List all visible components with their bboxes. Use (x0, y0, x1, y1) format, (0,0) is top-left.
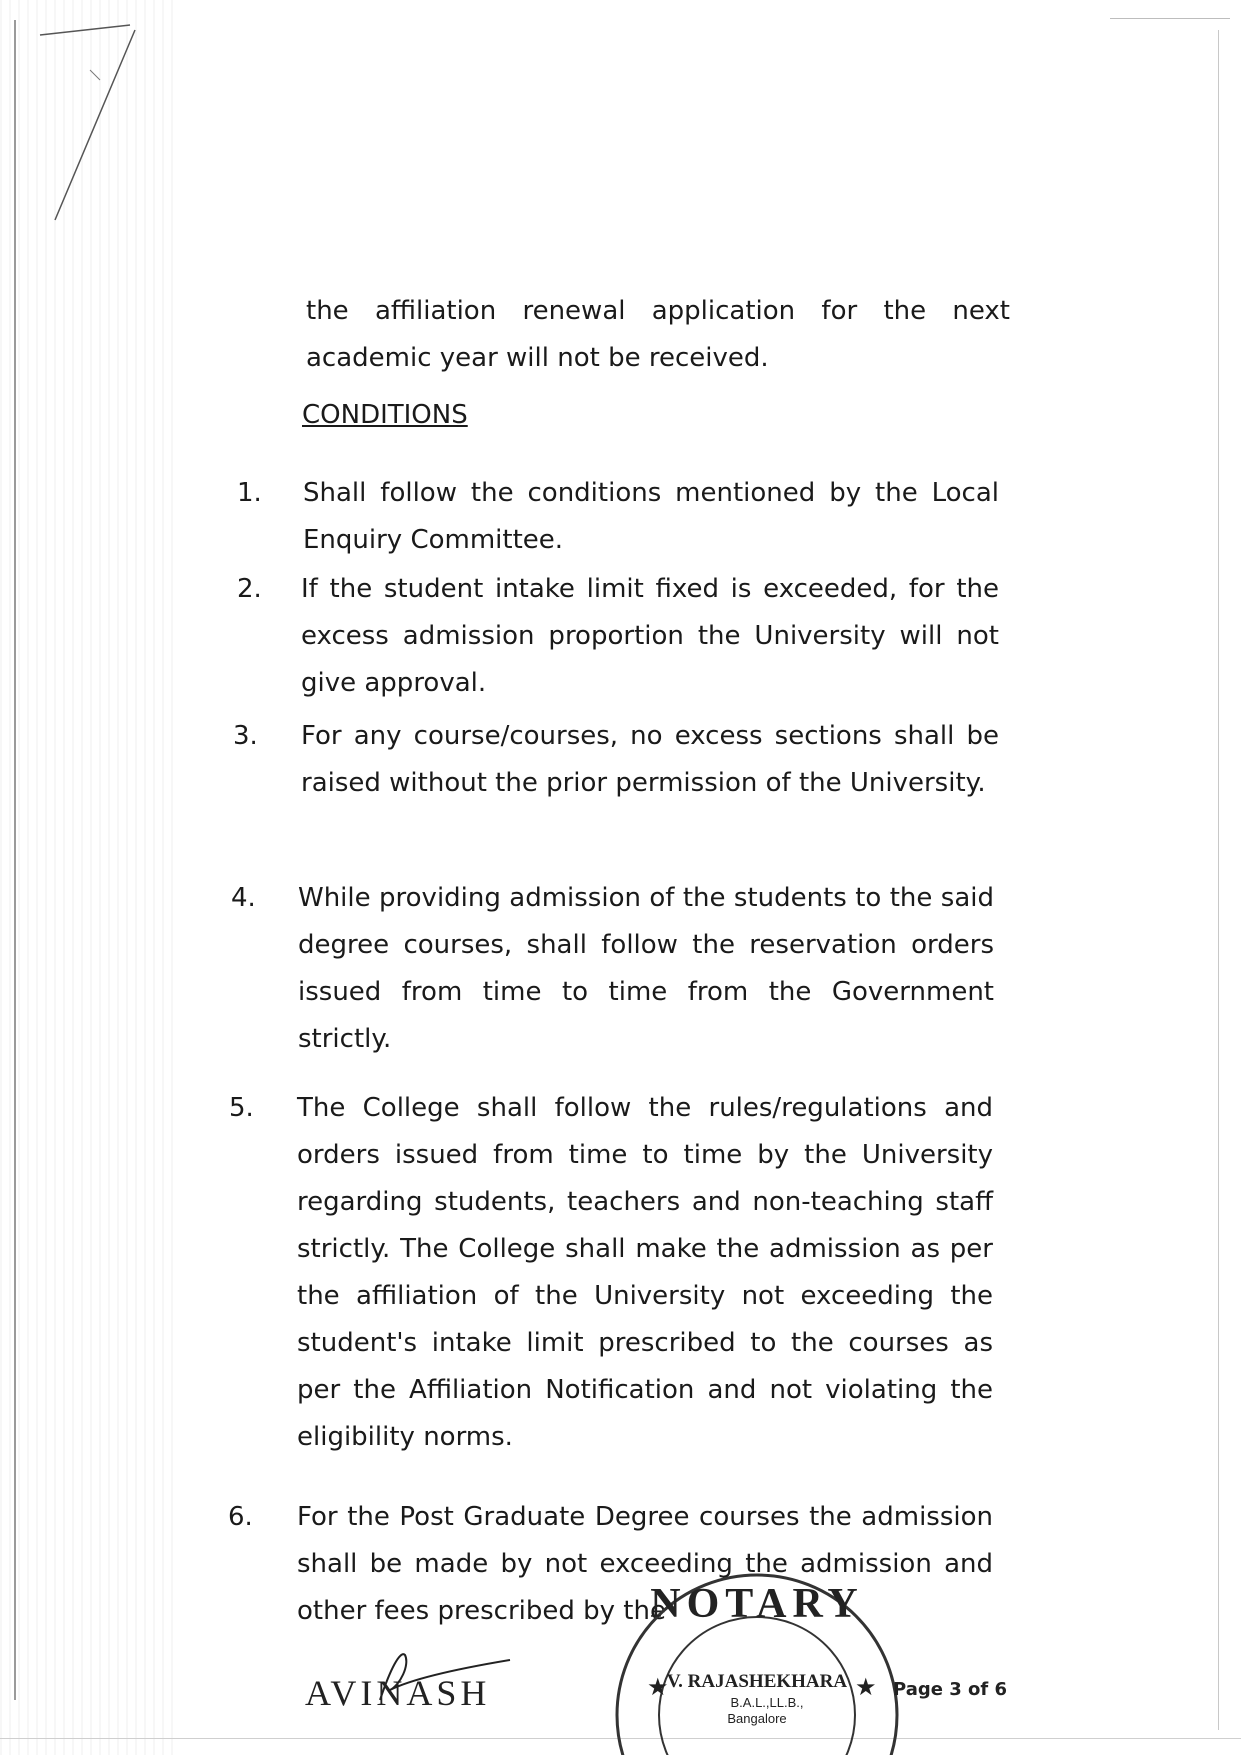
stamp-degree: B.A.L.,LL.B., (730, 1695, 804, 1710)
notary-stamp (612, 1555, 902, 1755)
scan-left-edge-line (14, 20, 16, 1700)
stamp-top-text: NOTARY (650, 1581, 864, 1627)
condition-item: For the Post Graduate Degree courses the admission shall be made by not exceeding the admission and other fees prescribed by the (297, 1502, 993, 1626)
condition-item: If the student intake limit fixed is exceeded, for the excess admission proportion the University will not give approval. (301, 574, 999, 698)
scan-edge-texture (0, 0, 180, 1755)
page-number: Page 3 of 6 (893, 1679, 1007, 1700)
condition-number: 2. (237, 574, 262, 604)
stamp-star-icon: ★ (647, 1673, 669, 1701)
intro-paragraph: the affiliation renewal application for the next academic year will not be received. (306, 296, 1010, 373)
condition-item: For any course/courses, no excess sections shall be raised without the prior permission of the University. (301, 721, 999, 798)
condition-number: 4. (231, 883, 256, 913)
condition-item: The College shall follow the rules/regulations and orders issued from time to time by the University regarding students, teachers and non-teaching staff strictly. The College shall make the admission as per the affiliation of the University not exceeding the student's intake limit prescribed to the courses as per the Affiliation Notification and not violating the eligibility norms. (297, 1093, 993, 1452)
conditions-heading: CONDITIONS (302, 400, 468, 430)
condition-number: 5. (229, 1093, 254, 1123)
signatory-name: AVINASH (305, 1673, 491, 1713)
scan-right-edge-line (1218, 30, 1219, 1730)
condition-number: 1. (237, 478, 262, 508)
condition-item: Shall follow the conditions mentioned by the Local Enquiry Committee. (303, 478, 999, 555)
condition-item: While providing admission of the students to the said degree courses, shall follow the reservation orders issued from time to time from the Government strictly. (298, 883, 994, 1054)
stamp-star-icon: ★ (855, 1673, 877, 1701)
stamp-name: V. RAJASHEKHARA (666, 1671, 848, 1692)
condition-number: 3. (233, 721, 258, 751)
scan-top-edge-line (1110, 18, 1230, 19)
stamp-place: Bangalore (727, 1711, 787, 1726)
condition-number: 6. (228, 1502, 253, 1532)
pen-mark-icon (20, 10, 160, 230)
